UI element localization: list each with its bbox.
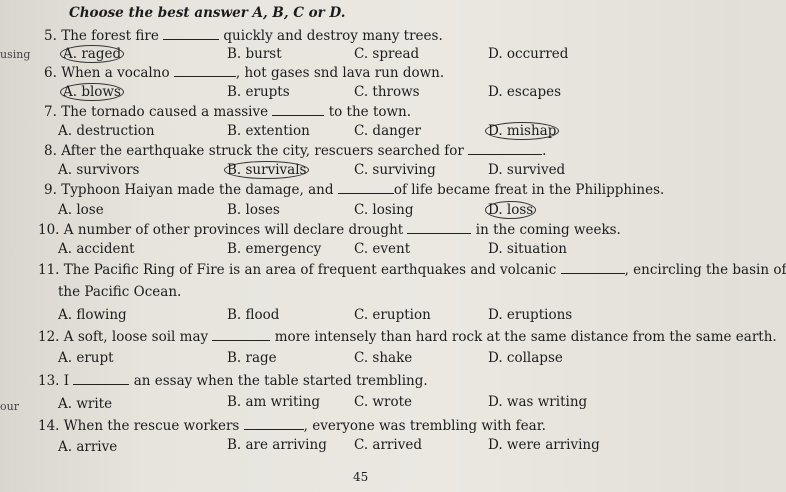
option-12a[interactable]: A. erupt (58, 350, 114, 366)
instructions-title: Choose the best answer A, B, C or D. (69, 5, 346, 21)
option-13d[interactable]: D. was writing (488, 394, 588, 410)
option-7c[interactable]: C. danger (354, 123, 421, 139)
option-14d[interactable]: D. were arriving (488, 437, 600, 453)
option-11b[interactable]: B. flood (227, 307, 280, 323)
option-11d[interactable]: D. eruptions (488, 307, 573, 323)
page-number: 45 (353, 470, 369, 484)
option-14b[interactable]: B. are arriving (227, 437, 327, 453)
question-12: 12. A soft, loose soil may more intensely than hard rock at the same distance from the same earth. (38, 329, 777, 345)
question-8: 8. After the earthquake struck the city, rescuers searched for . (44, 143, 547, 159)
option-12d[interactable]: D. collapse (488, 350, 563, 366)
option-9b[interactable]: B. loses (227, 202, 280, 218)
option-11c[interactable]: C. eruption (354, 307, 431, 323)
option-14c[interactable]: C. arrived (354, 437, 422, 453)
option-10c[interactable]: C. event (354, 241, 411, 257)
option-12c[interactable]: C. shake (354, 350, 413, 366)
option-5d[interactable]: D. occurred (488, 46, 569, 62)
option-5b[interactable]: B. burst (227, 46, 282, 62)
question-11: 11. The Pacific Ring of Fire is an area of frequent earthquakes and volcanic , encircling the basin of (38, 262, 786, 278)
option-12b[interactable]: B. rage (227, 350, 277, 366)
option-5a[interactable]: A. raged (63, 48, 124, 62)
option-13a[interactable]: A. write (58, 396, 113, 412)
option-8c[interactable]: C. surviving (354, 162, 436, 178)
option-8b[interactable]: B. survivals (227, 164, 309, 178)
margin-text-our: our (0, 400, 19, 413)
option-5c[interactable]: C. spread (354, 46, 420, 62)
option-7b[interactable]: B. extention (227, 123, 310, 139)
question-11-continued: the Pacific Ocean. (58, 284, 182, 300)
option-11a[interactable]: A. flowing (58, 307, 127, 323)
option-13c[interactable]: C. wrote (354, 394, 412, 410)
option-6b[interactable]: B. erupts (227, 84, 290, 100)
question-9: 9. Typhoon Haiyan made the damage, and of life became freat in the Philipphines. (44, 182, 665, 198)
option-9c[interactable]: C. losing (354, 202, 414, 218)
option-7a[interactable]: A. destruction (58, 123, 155, 139)
option-8a[interactable]: A. survivors (58, 162, 140, 178)
option-10a[interactable]: A. accident (58, 241, 135, 257)
question-14: 14. When the rescue workers , everyone was trembling with fear. (38, 418, 546, 434)
option-7d[interactable]: D. mishap (488, 125, 559, 139)
question-13: 13. I an essay when the table started trembling. (38, 373, 428, 389)
option-10b[interactable]: B. emergency (227, 241, 322, 257)
option-10d[interactable]: D. situation (488, 241, 567, 257)
question-7: 7. The tornado caused a massive to the town. (44, 104, 412, 120)
margin-text-using: using (0, 48, 31, 61)
option-6d[interactable]: D. escapes (488, 84, 562, 100)
option-6a[interactable]: A. blows (63, 86, 124, 100)
option-9a[interactable]: A. lose (58, 202, 104, 218)
option-9d[interactable]: D. loss (488, 204, 536, 218)
question-10: 10. A number of other provinces will declare drought in the coming weeks. (38, 222, 621, 238)
option-13b[interactable]: B. am writing (227, 394, 321, 410)
option-6c[interactable]: C. throws (354, 84, 420, 100)
question-5: 5. The forest fire quickly and destroy many trees. (44, 28, 443, 44)
option-14a[interactable]: A. arrive (58, 439, 118, 455)
option-8d[interactable]: D. survived (488, 162, 566, 178)
question-6: 6. When a vocalno , hot gases snd lava run down. (44, 65, 445, 81)
